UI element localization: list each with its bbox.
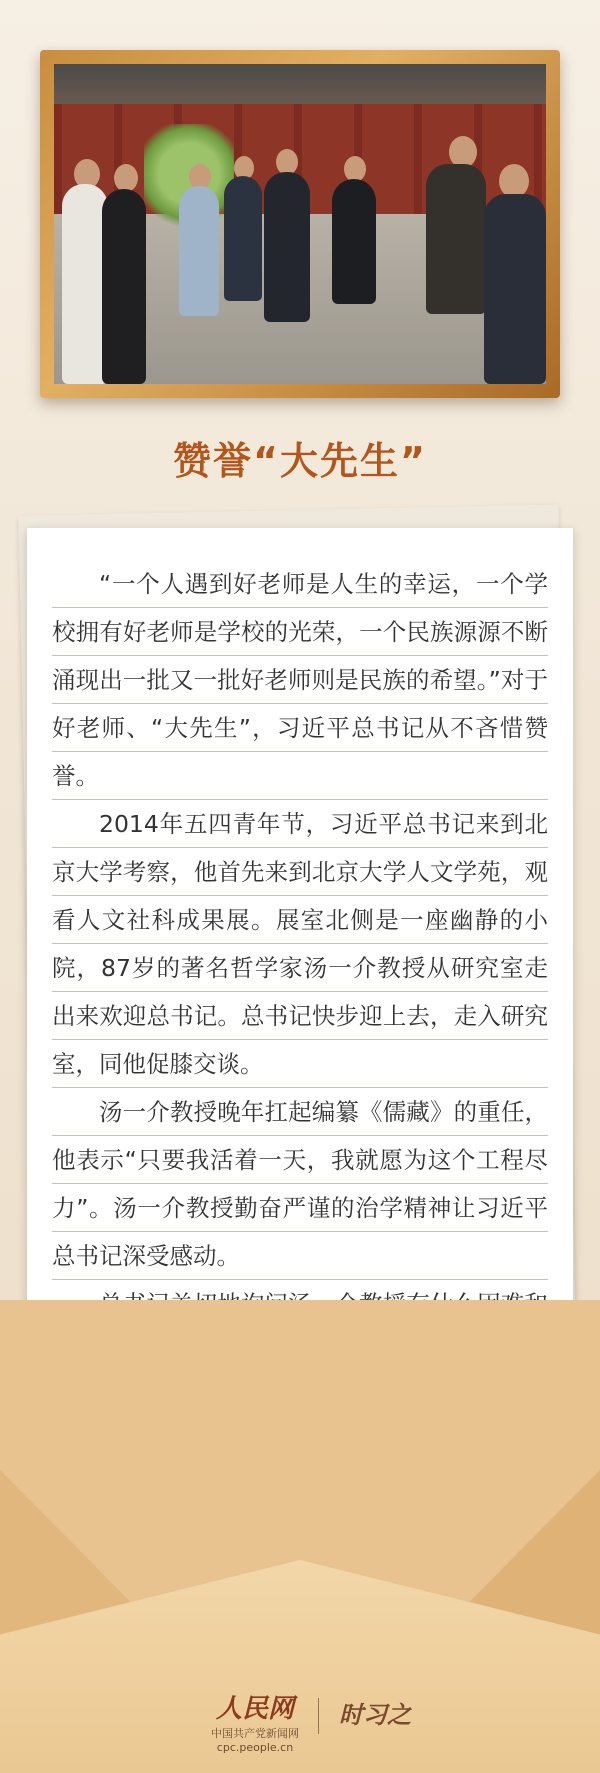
- logo-sub-text-2: cpc.people.cn: [216, 1741, 294, 1754]
- photo-frame: [40, 50, 560, 398]
- shixizhi-logo: 时习之: [339, 1700, 411, 1729]
- logo-main-text: 人民网: [215, 1694, 294, 1724]
- paragraph-3: 汤一介教授晚年扛起编纂《儒藏》的重任，他表示“只要我活着一天，我就愿为这个工程尽力”。汤一介教授勤奋严谨的治学精神让习近平总书记深受感动。: [52, 1088, 548, 1280]
- logo-sub-text-1: 中国共产党新闻网: [211, 1727, 299, 1740]
- photo-roof: [54, 64, 546, 104]
- section-title: 赞誉“大先生”: [173, 439, 427, 483]
- paragraph-1: “一个人遇到好老师是人生的幸运，一个学校拥有好老师是学校的光荣，一个民族源源不断涌现出一批又一批好老师则是民族的希望。”对于好老师、“大先生”，习近平总书记从不吝惜赞誉。: [52, 560, 548, 800]
- logo-divider: [318, 1698, 319, 1734]
- people-daily-logo: [190, 1688, 320, 1754]
- paragraph-2: 2014年五四青年节，习近平总书记来到北京大学考察，他首先来到北京大学人文学苑，观看人文社科成果展。展室北侧是一座幽静的小院，87岁的著名哲学家汤一介教授从研究室走出来欢迎总书记。总书记快步迎上去，走入研究室，同他促膝交谈。: [52, 800, 548, 1088]
- news-photo: [54, 64, 546, 384]
